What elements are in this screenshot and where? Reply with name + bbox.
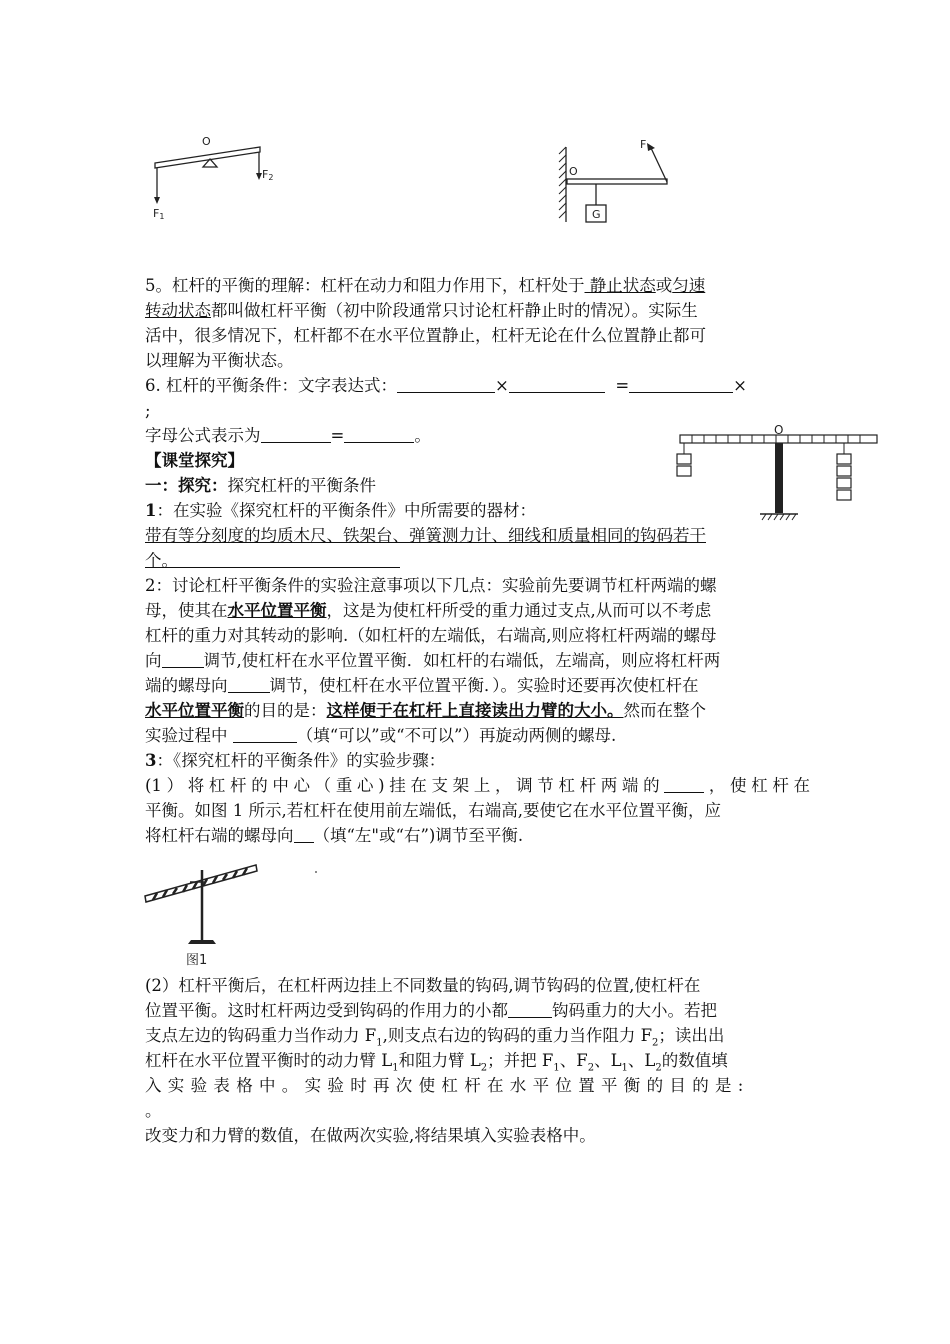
explore-q2-line4: 向 调节,使杠杆在水平位置平衡．如杠杆的右端低，左端高，则应将杠杆两 [145, 651, 721, 670]
lever-wall-force-label: F [640, 138, 647, 151]
explore-s2-line3: 支点左边的钩码重力当作动力 $F_1$,则支点右边的钩码的重力当作阻力 $F_2$；读出出 [145, 1026, 725, 1049]
explore-s1-line2: 平衡。如图 1 所示,若杠杆在使用前左端低，右端高,要使它在水平位置平衡，应 [145, 801, 721, 820]
explore-q2-line6: 水平位置平衡的目的是：这样便于在杠杆上直接读出力臂的大小。然而在整个 [145, 701, 706, 720]
section5-line3: 活中，很多情况下，杠杆都不在水平位置静止，杠杆无论在什么位置静止都可 [145, 326, 706, 345]
lever-left-pivot-label: O [202, 135, 211, 148]
lever-left-f1-label: F [153, 207, 160, 220]
explore-q2-line1: 2：讨论杠杆平衡条件的实验注意事项以下几点：实验前先要调节杠杆两端的螺 [145, 576, 717, 595]
explore-q3: 3：《探究杠杆的平衡条件》的实验步骤： [145, 751, 446, 770]
lever-figure-left [148, 128, 278, 223]
section5-line2: 转动状态都叫做杠杆平衡（初中阶段通常只讨论杠杆静止时的情况）。实际生 [145, 301, 698, 320]
explore-s2-line4: 杠杆在水平位置平衡时的动力臂 $L_1$和阻力臂 $L_2$；并把 $F_1$、$F_2$、$L_1$、$L_2$的数值填 [145, 1051, 728, 1074]
explore-s2-line6: 。 [145, 1101, 162, 1120]
section6-line2: 字母公式表示为 = 。 [145, 426, 431, 445]
explore-q2-line3: 杠杆的重力对其转动的影响.（如杠杆的左端低，右端高,则应将杠杆两端的螺母 [145, 626, 717, 645]
lever-left-f1-sub: 1 [159, 212, 165, 221]
explore-s2-line5: 入实验表格中。实验时再次使杠杆在水平位置平衡的目的是: [145, 1076, 750, 1095]
explore-q2-line7: 实验过程中 （填“可以”或“不可以”）再旋动两侧的螺母. [145, 726, 617, 745]
lever-wall-pivot-label: O [569, 165, 578, 178]
explore-s1-line3: 将杠杆右端的螺母向 （填“左"或“右”)调节至平衡. [145, 826, 524, 845]
lever-left-f2-sub: 2 [268, 173, 274, 182]
explore-s2-line1: (2）杠杆平衡后，在杠杆两边挂上不同数量的钩码,调节钩码的位置,使杠杆在 [145, 976, 701, 995]
explore-s2-line2: 位置平衡。这时杠杆两边受到钩码的作用力的小都 钩码重力的大小。若把 [145, 1001, 717, 1020]
lever-wall-weight-label: G [592, 208, 601, 221]
section5-line4: 以理解为平衡状态。 [145, 351, 294, 370]
figure1-caption: 图1 [186, 953, 208, 968]
explore-s1-line1: (1）将杠杆的中心（重心)挂在支架上，调节杠杆两端的 ，使杠杆在 [145, 776, 811, 795]
section6-line1: 6. 杠杆的平衡条件：文字表达式： × = × [145, 376, 747, 395]
explore-q2-line5: 端的螺母向 调节，使杠杆在水平位置平衡．）。实验时还要再次使杠杆在 [145, 676, 699, 695]
section5-line1: 5。杠杆的平衡的理解：杠杆在动力和阻力作用下，杠杆处于 静止状态或匀速 [145, 276, 706, 295]
explore-q1: 1：在实验《探究杠杆的平衡条件》中所需要的器材： [145, 501, 536, 520]
explore-q1-answer-line2: 个。 [145, 548, 810, 573]
svg-text:F1 [153, 207, 164, 221]
explore-title: 一：探究：探究杠杆的平衡条件 [145, 476, 376, 495]
ketang-heading: 【课堂探究】 [145, 451, 244, 470]
explore-s2-line7: 改变力和力臂的数值，在做两次实验,将结果填入实验表格中。 [145, 1126, 596, 1145]
lever-left-f2-label: F [262, 168, 269, 181]
figure1-lever-stand [143, 858, 318, 970]
svg-text:F2 [262, 168, 273, 182]
explore-q2-line2: 母，使其在水平位置平衡，这是为使杠杆所受的重力通过支点,从而可以不考虑 [145, 601, 712, 620]
section6-semicolon: ; [145, 401, 151, 420]
explore-q1-answer-line1: 带有等分刻度的均质木尺、铁架台、弹簧测力计、细线和质量相同的钩码若干 [145, 526, 706, 545]
balance-pivot-label: O [774, 423, 784, 437]
lever-figure-wall [556, 132, 676, 227]
